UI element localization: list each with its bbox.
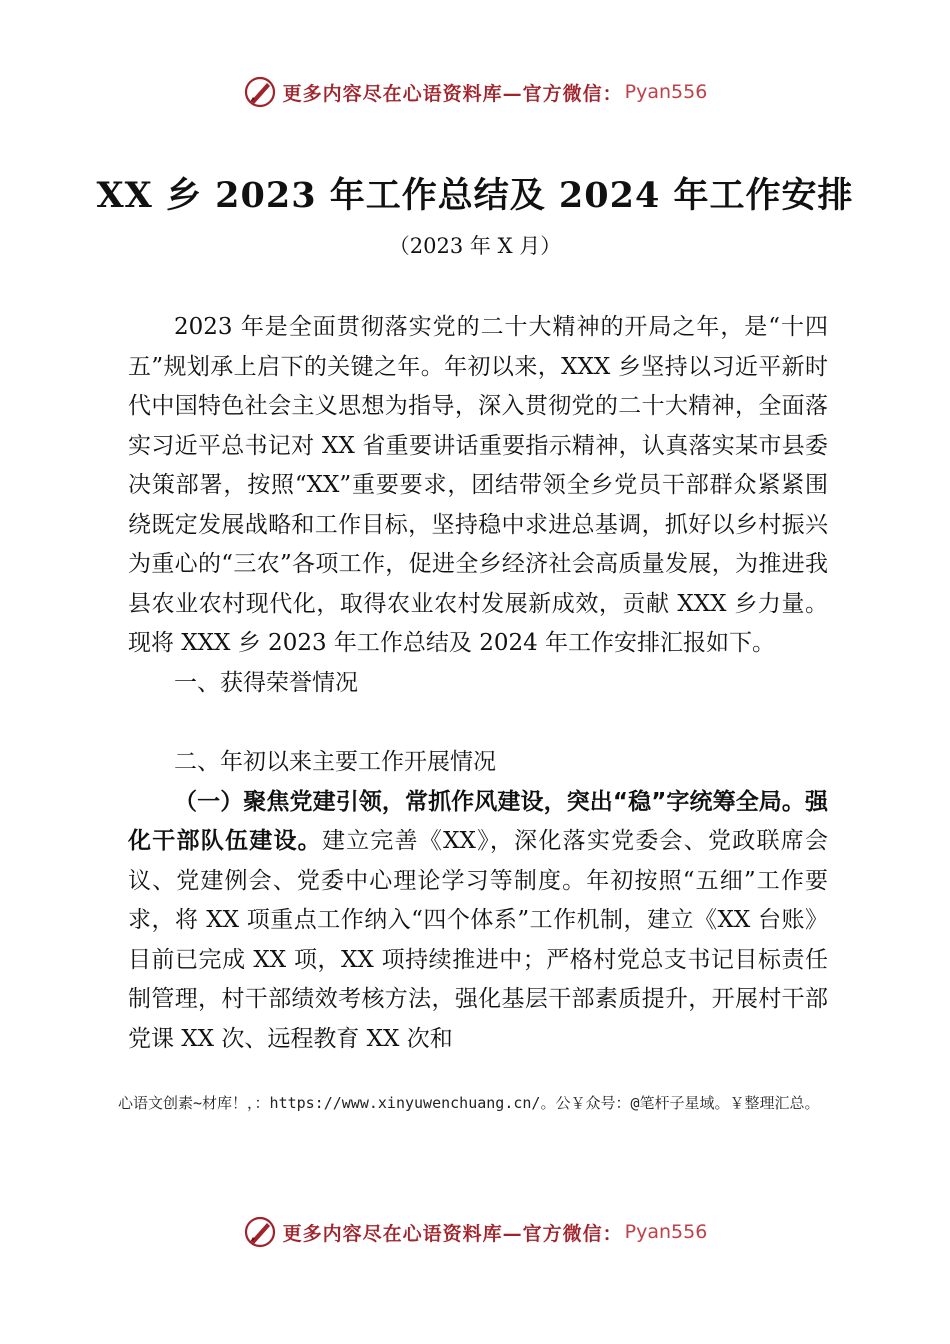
pen-circle-logo-icon	[243, 75, 277, 109]
intro-paragraph: 2023 年是全面贯彻落实党的二十大精神的开局之年，是“十四五”规划承上启下的关键之年。年初以来，XXX 乡坚持以习近平新时代中国特色社会主义思想为指导，深入贯彻党的二十大精神，全面落实习近平总书记对 XX 省重要讲话重要指示精神，认真落实某市县委决策部署，按照“XX”重要要求，团结带领全乡党员干部群众紧紧围绕既定发展战略和工作目标，坚持稳中求进总基调，抓好以乡村振兴为重心的“三农”各项工作，促进全乡经济社会高质量发展，为推进我县农业农村现代化，取得农业农村发展新成效，贡献 XXX 乡力量。现将 XXX 乡 2023 年工作总结及 2024 年工作安排汇报如下。	[128, 314, 828, 656]
banner-text: 更多内容尽在心语资料库—官方微信：	[282, 1222, 623, 1245]
footer-banner	[0, 1210, 950, 1254]
section-1-paragraph	[128, 783, 828, 1060]
heading-main-work: 二、年初以来主要工作开展情况	[174, 749, 496, 775]
banner-wechat-id: Pyan556	[624, 81, 708, 103]
source-note: 心语文创素~材库！，：https://www.xinyuwenchuang.cn/。公￥众号：@笔杆子星域。￥整理汇总。	[118, 1094, 820, 1112]
section-1-text: 建立完善《XX》，深化落实党委会、党政联席会议、党建例会、党委中心理论学习等制度。年初按照“五细”工作要求，将 XX 项重点工作纳入“四个体系”工作机制，建立《XX 台账》目前已完成 XX 项，XX 项持续推进中；严格村党总支书记目标责任制管理，村干部绩效考核方法，强化基层干部素质提升，开展村干部党课 XX 次、远程教育 XX 次和	[128, 828, 829, 1052]
pen-circle-logo-icon	[243, 1215, 277, 1249]
heading-honors: 一、获得荣誉情况	[174, 669, 358, 696]
section-1-bold-lead: （一）聚焦党建引领，常抓作风建设，突出“稳”字统筹全局。强化干部队伍建设。	[128, 788, 828, 854]
spacer	[128, 703, 828, 743]
document-body	[128, 308, 828, 1059]
document-date: （2023 年 X 月）	[388, 234, 562, 258]
header-banner	[0, 70, 950, 114]
banner-text: 更多内容尽在心语资料库—官方微信：	[282, 82, 623, 105]
banner-wechat-id: Pyan556	[624, 1221, 708, 1243]
document-title: XX 乡 2023 年工作总结及 2024 年工作安排	[96, 175, 854, 216]
